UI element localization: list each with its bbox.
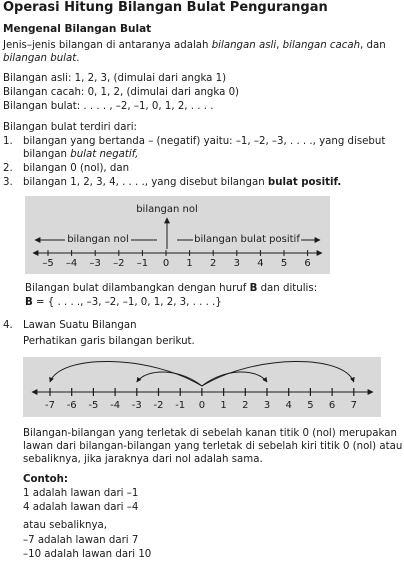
nl1-tick-label: –5 <box>42 258 54 269</box>
nl2-tick-label: -4 <box>110 400 121 411</box>
nl2-tick-label: 5 <box>307 400 314 411</box>
bilangan-bulat: Bilangan bulat: . . . . , –2, –1, 0, 1, 2, . . . . <box>3 101 214 112</box>
label-left: bilangan nol <box>67 234 129 245</box>
item-text-3: bilangan 1, 2, 3, 4, . . . ., yang disebut bilangan bulat positif. <box>23 177 342 188</box>
nl1-tick-label: 3 <box>233 258 240 269</box>
label-right: bilangan bulat positif <box>194 234 300 245</box>
contoh-label: Contoh: <box>23 474 68 485</box>
nl1-tick-label: –3 <box>89 258 101 269</box>
section4-heading: Lawan Suatu Bilangan <box>23 320 137 331</box>
nl2-tick-label: 2 <box>242 400 249 411</box>
nl2-tick-label: -3 <box>131 400 142 411</box>
contoh-line-2: 4 adalah lawan dari –4 <box>23 502 139 513</box>
paragraph-line-1: Bilangan-bilangan yang terletak di sebelah kanan titik 0 (nol) merupakan <box>23 428 397 439</box>
paragraph-line-2: lawan dari bilangan-bilangan yang terletak di sebelah kiri titik 0 (nol) atau <box>23 441 403 452</box>
section-heading-mengenal: Mengenal Bilangan Bulat <box>3 23 152 35</box>
nl2-arc <box>137 372 202 386</box>
nl1-tick-label: 1 <box>186 258 193 269</box>
terdiri-dari: Bilangan bulat terdiri dari: <box>3 122 137 133</box>
contoh-atau: atau sebaliknya, <box>23 520 107 531</box>
section4-number: 4. <box>3 320 13 331</box>
nl1-tick-label: 2 <box>210 258 217 269</box>
nl2-tick-label: 4 <box>285 400 292 411</box>
contoh-line-4: –10 adalah lawan dari 10 <box>23 549 152 560</box>
label-top: bilangan nol <box>136 204 198 215</box>
item-number-3: 3. <box>3 177 13 188</box>
contoh-line-3: –7 adalah lawan dari 7 <box>23 535 139 546</box>
nl1-tick-label: 0 <box>162 258 170 269</box>
item-text-1b: bilangan bulat negatif, <box>23 149 139 160</box>
nl2-tick-label: 3 <box>263 400 271 411</box>
nl2-arc <box>202 372 267 386</box>
set-notation: B = { . . . ., –3, –2, –1, 0, 1, 2, 3, . . . .} <box>25 297 222 308</box>
intro-line-1: Jenis–jenis bilangan di antaranya adalah bilangan asli, bilangan cacah, dan <box>3 40 386 51</box>
nl2-tick-label: 6 <box>328 400 336 411</box>
nl2-tick-label: -6 <box>66 400 77 411</box>
nl1-tick-label: 4 <box>257 258 264 269</box>
nl1-tick-label: 6 <box>304 258 311 269</box>
nl2-tick-label: 0 <box>198 400 206 411</box>
item-text-1: bilangan yang bertanda – (negatif) yaitu: –1, –2, –3, . . . ., yang disebut <box>23 136 386 147</box>
nl2-tick-label: 7 <box>350 400 357 411</box>
item-number-1: 1. <box>3 136 13 147</box>
page-title: Operasi Hitung Bilangan Bulat Pengurangan <box>3 0 328 15</box>
number-line-1 <box>33 204 322 269</box>
nl2-tick-label: -2 <box>153 400 164 411</box>
section4-instruction: Perhatikan garis bilangan berikut. <box>23 336 195 347</box>
set-description: Bilangan bulat dilambangkan dengan huruf B dan ditulis: <box>25 283 318 294</box>
bilangan-cacah: Bilangan cacah: 0, 1, 2, (dimulai dari angka 0) <box>3 87 240 98</box>
contoh-line-1: 1 adalah lawan dari –1 <box>23 488 139 499</box>
number-line-2 <box>32 361 373 411</box>
nl2-tick-label: -7 <box>45 400 55 411</box>
intro-line-2: bilangan bulat. <box>3 53 80 64</box>
nl2-tick-label: 1 <box>220 400 227 411</box>
paragraph-line-3: sebaliknya, jika jaraknya dari nol adalah sama. <box>23 454 263 465</box>
nl1-tick-label: 5 <box>280 258 288 269</box>
nl2-tick-label: -1 <box>175 400 186 411</box>
nl1-tick-label: –4 <box>65 258 78 269</box>
nl2-tick-label: -5 <box>88 400 99 411</box>
bilangan-asli: Bilangan asli: 1, 2, 3, (dimulai dari angka 1) <box>3 73 227 84</box>
item-number-2: 2. <box>3 163 13 174</box>
item-text-2: bilangan 0 (nol), dan <box>23 163 130 174</box>
nl1-tick-label: –2 <box>113 258 125 269</box>
nl1-tick-label: –1 <box>136 258 149 269</box>
